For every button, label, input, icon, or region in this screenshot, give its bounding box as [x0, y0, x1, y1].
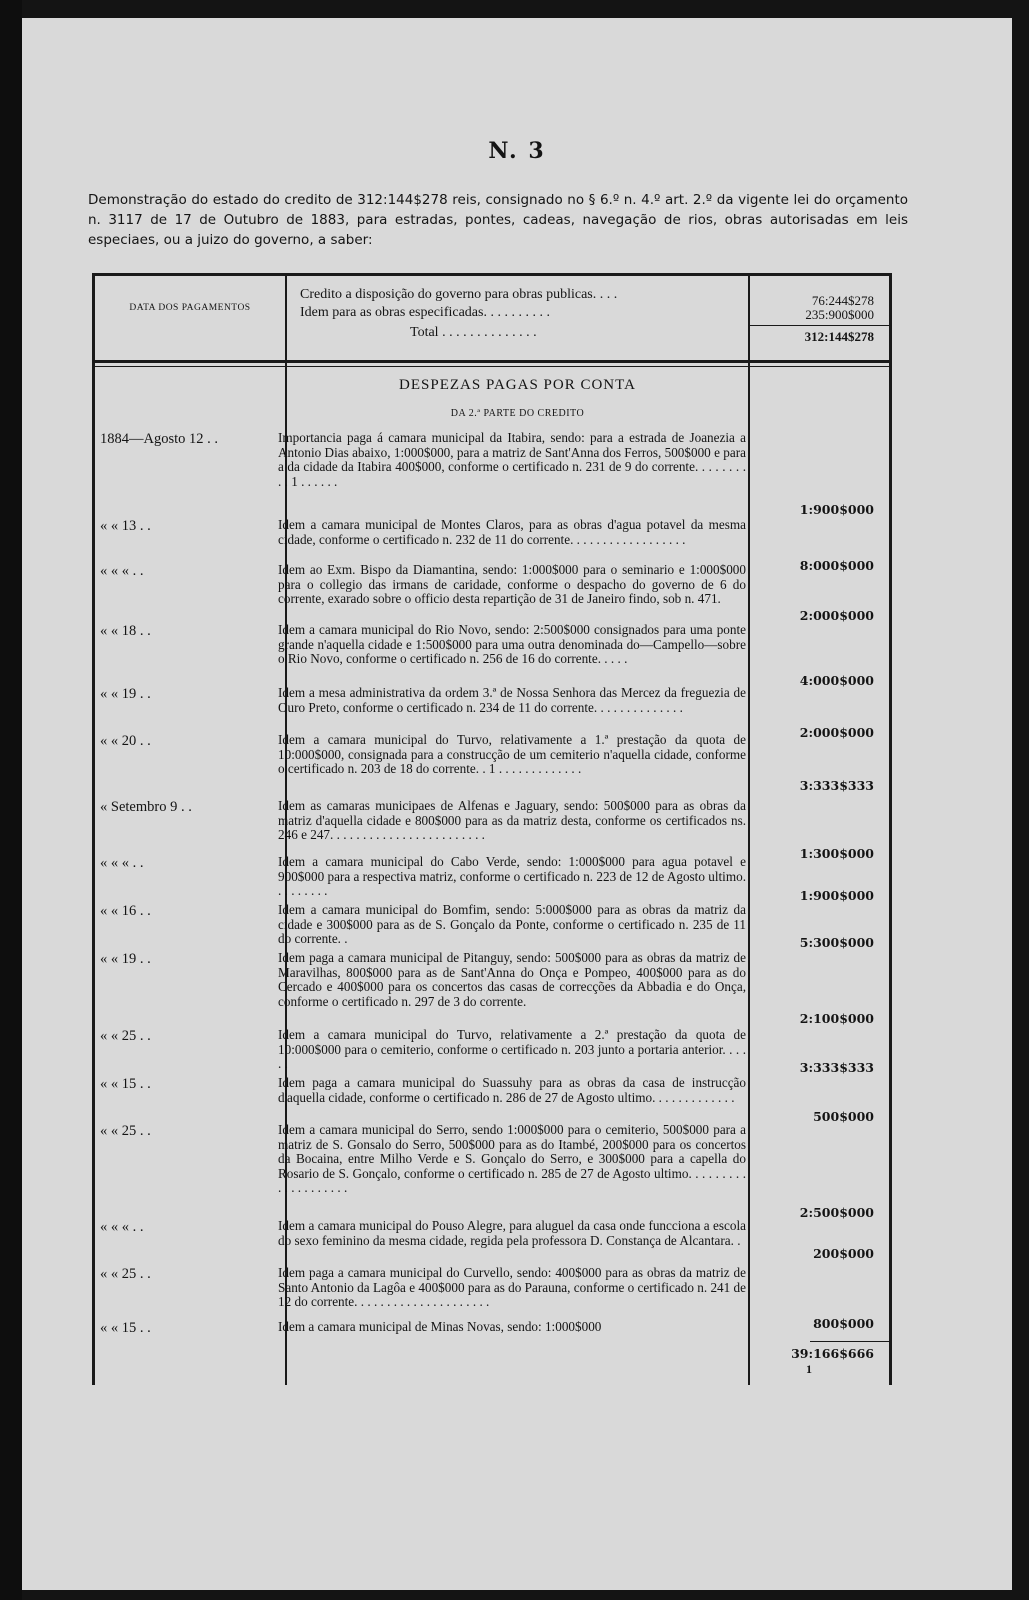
header-total-amount: 312:144$278 — [804, 329, 874, 344]
entry-amount: 8:000$000 — [799, 558, 874, 573]
entry-date: « « 15 . . — [100, 1076, 151, 1092]
page-total-note: 1 — [806, 1362, 812, 1376]
entry-amount: 4:000$000 — [799, 673, 874, 688]
entry-date: « « « . . — [100, 1219, 144, 1235]
entry-date: « « 20 . . — [100, 733, 151, 749]
entry-date: « « 25 . . — [100, 1028, 151, 1044]
intro-text: Demonstração do estado do credito de 312:144$278 reis, consignado no § 6.º n. 4.º art. 2.º da vigente lei do orçamento n. 3117 de 17 de Outubro de 1883, para estradas, pontes, cadeas, navegação de rios, obras autorisadas em leis especiaes, ou a juizo do governo, a saber: — [88, 192, 908, 248]
entry-amount: 2:500$000 — [799, 1205, 874, 1220]
header-specific-amount: 235:900$000 — [805, 307, 874, 322]
header-row-specific-label: Idem para as obras especificadas. . . . . . . . . . — [300, 305, 550, 320]
entry-description: Idem as camaras municipaes de Alfenas e Jaguary, sendo: 500$000 para as obras da matriz d'aquella cidade e 800$000 para as da matriz desta, conforme os certificados ns. 246 e 247. . . . . . . . . . . . . . . . . . . . . . . . — [278, 798, 746, 843]
scan-border — [0, 0, 22, 1600]
entry-date: « « 25 . . — [100, 1123, 151, 1139]
expense-table — [92, 273, 892, 1385]
entry-description: Idem a camara municipal do Turvo, relativamente a 2.ª prestação da quota de 10:000$000 para o cemiterio, conforme o certificado n. 203 junto a portaria anterior. . . . . . — [278, 1027, 746, 1072]
entry-date: 1884—Agosto 12 . . — [100, 431, 219, 447]
entry-date: « « 16 . . — [100, 903, 151, 919]
entry-amount: 1:300$000 — [799, 846, 874, 861]
entry-description: Idem paga a camara municipal do Curvello, sendo: 400$000 para as obras da matriz de Santo Antonio da Lagôa e 400$000 para as do Parauna, conforme o certificado n. 241 de 12 do corrente. . . . . . . . . . . . . . . . . . . . . — [278, 1265, 746, 1310]
entry-date: « « 19 . . — [100, 951, 151, 967]
entry-amount: 2:000$000 — [799, 608, 874, 623]
entry-description: Idem paga a camara municipal de Pitanguy, sendo: 500$000 para as obras da matriz de Maravilhas, 800$000 para as de Sant'Anna do Onça e Pompeo, 400$000 para as do Cercado e 400$000 para os concertos das casas de correcções da Abbadia e do Onça, conforme o certificado n. 297 de 3 do corrente. — [278, 950, 746, 1009]
entry-date: « « 13 . . — [100, 518, 151, 534]
entry-date: « Setembro 9 . . — [100, 799, 192, 815]
document-page — [22, 18, 1012, 1590]
date-column-header: DATA DOS PAGAMENTOS — [129, 303, 251, 313]
amount-column-divider — [748, 276, 750, 1385]
entry-amount: 3:333$333 — [799, 1060, 874, 1075]
entry-description: Idem a camara municipal do Rio Novo, sendo: 2:500$000 consignados para uma ponte grande n'aquella cidade e 1:500$000 para uma outra denominada do—Campello—sobre o Rio Novo, conforme o certificado n. 256 de 16 do corrente. . . . . — [278, 622, 746, 667]
table-border-right — [889, 273, 892, 1385]
entry-description: Importancia paga á camara municipal da Itabira, sendo: para a estrada de Joanezia a Antonio Dias abaixo, 1:000$000, para a matriz de Sant'Anna dos Ferros, 500$000 e para a da cidade da Itabira 400$000, conforme o certificado n. 231 de 9 do corrente. . . . . . . . . . 1 . . . . . . — [278, 430, 746, 489]
header-credit-amount: 76:244$278 — [811, 293, 874, 308]
entry-amount: 500$000 — [813, 1109, 874, 1124]
header-rule — [92, 360, 892, 363]
entry-description: Idem a mesa administrativa da ordem 3.ª de Nossa Senhora das Mercez da freguezia de Ouro Preto, conforme o certificado n. 234 de 11 do corrente. . . . . . . . . . . . . . — [278, 685, 746, 715]
header-row-total-label: Total . . . . . . . . . . . . . . — [410, 325, 537, 340]
entry-amount: 5:300$000 — [799, 935, 874, 950]
header-rule-thin — [92, 366, 892, 367]
entry-description: Idem a camara municipal do Bomfim, sendo: 5:000$000 para as obras da matriz da cidade e 300$000 para as de S. Gonçalo da Ponte, conforme o certificado n. 235 de 11 do corrente. . — [278, 902, 746, 947]
entry-amount: 2:000$000 — [799, 725, 874, 740]
entry-amount: 200$000 — [813, 1246, 874, 1261]
entry-date: « « 25 . . — [100, 1266, 151, 1282]
entry-amount: 1:900$000 — [799, 502, 874, 517]
entry-description: Idem a camara municipal de Minas Novas, sendo: 1:000$000 — [278, 1319, 602, 1334]
section-subtitle: DA 2.ª PARTE DO CREDITO — [450, 408, 585, 419]
header-row-credit-label: Credito a disposição do governo para obras publicas. . . . — [300, 287, 618, 302]
intro-paragraph — [88, 190, 908, 250]
page-total-amount: 39:166$666 — [791, 1346, 874, 1361]
document-title: N. 3 — [488, 138, 546, 164]
entry-amount: 3:333$333 — [799, 778, 874, 793]
entry-date: « « 15 . . — [100, 1320, 151, 1336]
entry-amount: 2:100$000 — [799, 1011, 874, 1026]
entry-amount: 800$000 — [813, 1316, 874, 1331]
entry-description: Idem a camara municipal do Turvo, relativamente a 1.ª prestação da quota de 10:000$000, consignada para a construcção de um cemiterio n'aquella cidade, conforme o certificado n. 203 de 18 do corrente. . 1 . . . . . . . . . . . . . — [278, 732, 746, 777]
entry-date: « « 19 . . — [100, 686, 151, 702]
entry-description: Idem a camara municipal do Serro, sendo 1:000$000 para o cemiterio, 500$000 para a matriz de S. Gonsalo do Serro, 500$000 para as do Itambé, 200$000 para os concertos da Bocaina, entre Milho Verde e S. Gonçalo do Serro, e 300$000 para a capella do Rosario de S. Gonçalo, conforme o certificado n. 285 de 27 de Agosto ultimo. . . . . . . . . . . . . . . . . . . . — [278, 1122, 746, 1196]
entry-description: Idem ao Exm. Bispo da Diamantina, sendo: 1:000$000 para o seminario e 1:000$000 para o collegio das irmans de caridade, conforme o despacho do governo de 6 do corrente, exarado sobre o officio desta repartição de 31 de Janeiro findo, sob n. 471. — [278, 562, 746, 607]
entry-date: « « « . . — [100, 855, 144, 871]
section-title: DESPEZAS PAGAS POR CONTA — [399, 377, 636, 393]
entry-amount: 1:900$000 — [799, 888, 874, 903]
page-total-rule — [810, 1341, 890, 1342]
entry-description: Idem a camara municipal do Cabo Verde, sendo: 1:000$000 para agua potavel e 900$000 para a respectiva matriz, conforme o certificado n. 223 de 12 de Agosto ultimo. . . . . . . . . — [278, 854, 746, 899]
entry-date: « « 18 . . — [100, 623, 151, 639]
table-border-left — [92, 273, 95, 1385]
entry-date: « « « . . — [100, 563, 144, 579]
total-rule — [750, 325, 889, 326]
entry-description: Idem a camara municipal de Montes Claros, para as obras d'agua potavel da mesma cidade, conforme o certificado n. 232 de 11 do corrente. . . . . . . . . . . . . . . . . . — [278, 517, 746, 547]
entry-description: Idem paga a camara municipal do Suassuhy para as obras da casa de instrucção d'aquella cidade, conforme o certificado n. 286 de 27 de Agosto ultimo. . . . . . . . . . . . . — [278, 1075, 746, 1105]
entry-description: Idem a camara municipal do Pouso Alegre, para aluguel da casa onde funcciona a escola do sexo feminino da mesma cidade, regida pela professora D. Constança de Alcantara. . — [278, 1218, 746, 1248]
table-border-top — [92, 273, 892, 276]
